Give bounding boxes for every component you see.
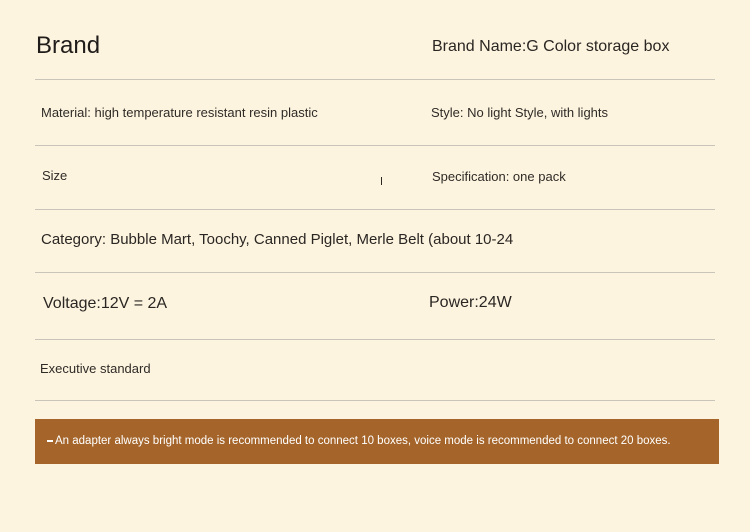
executive-standard-label: Executive standard: [40, 361, 151, 376]
row-divider: [35, 145, 715, 146]
notice-text: An adapter always bright mode is recommended to connect 10 boxes, voice mode is recommended to connect 20 boxes.: [55, 435, 671, 447]
specification-value: Specification: one pack: [432, 169, 566, 184]
category-value: Category: Bubble Mart, Toochy, Canned Piglet, Merle Belt (about 10-24: [41, 231, 514, 248]
text-cursor-mark: [381, 177, 382, 185]
row-divider: [35, 272, 715, 273]
row-divider: [35, 79, 715, 80]
brand-heading: Brand: [36, 32, 101, 59]
size-label: Size: [42, 168, 68, 183]
material-value: Material: high temperature resistant resin plastic: [41, 105, 318, 120]
power-value: Power:24W: [429, 294, 512, 311]
row-divider: [35, 209, 715, 210]
notice-banner: [35, 419, 719, 464]
row-divider: [35, 339, 715, 340]
dash-icon: [47, 440, 53, 442]
voltage-value: Voltage:12V = 2A: [43, 295, 168, 312]
row-divider: [35, 400, 715, 401]
brand-name-value: Brand Name:G Color storage box: [432, 38, 670, 55]
style-value: Style: No light Style, with lights: [431, 105, 609, 120]
